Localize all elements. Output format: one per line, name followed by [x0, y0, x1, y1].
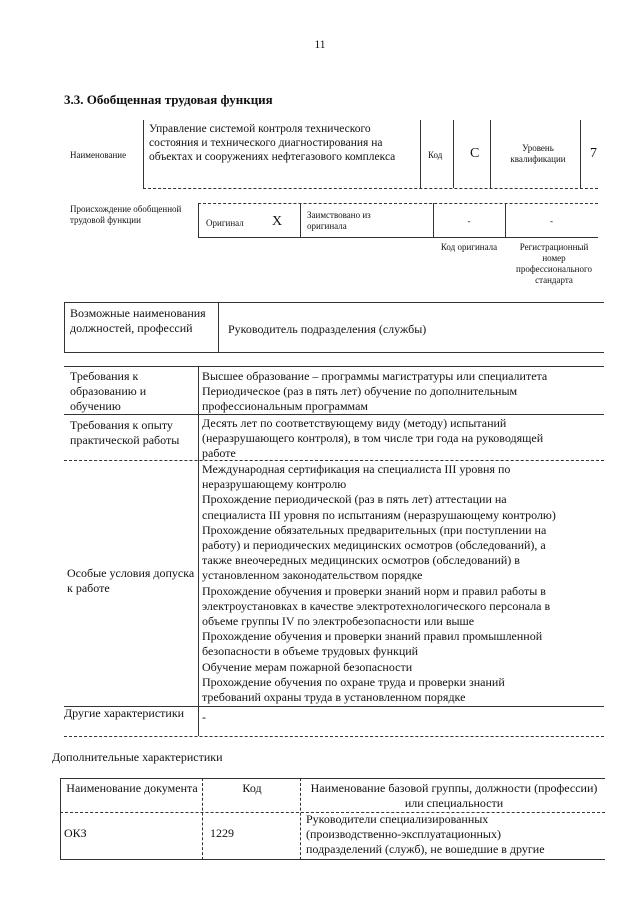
name-value: Управление системой контроля технического состояния и технического диагностирования на объектах и сооружениях нефтегазового комплекса: [149, 123, 396, 163]
row-code: 1229: [210, 826, 234, 840]
education-text: Высшее образование – программы магистратуры или специалитета Периодическое (раз в пять лет) обучение по дополнительным профессиональным программам: [202, 369, 548, 414]
col-name-header: Наименование базовой группы, должности (профессии) или специальности: [310, 781, 598, 811]
positions-label: Возможные наименования должностей, профессий: [70, 306, 206, 336]
education-label: Требования к образованию и обучению: [70, 369, 147, 414]
code-label: Код: [428, 150, 443, 160]
name-label: Наименование: [70, 150, 127, 160]
row-doc: ОКЗ: [64, 826, 87, 840]
reg-dash: -: [550, 216, 553, 226]
level-label: Уровень квалификации: [510, 143, 566, 164]
code-dash: -: [467, 216, 471, 226]
section-title: 3.3. Обобщенная трудовая функция: [64, 92, 273, 107]
other-label: Другие характеристики: [64, 706, 185, 720]
borrowed-label: Заимствовано из оригинала: [307, 210, 371, 231]
special-text: Международная сертификация на специалиста III уровня по неразрушающему контролю Прохождение периодической (раз в пять лет) аттестации на специалиста III уровня по испытаниям (неразрушающему контролю) Прохождение обязательных предварительных (при поступлении на работу) и периодических медицинских осмотров (обследований), а также внеочередных медицинских осмотров (обследований) в установленном законодательством порядке Прохождение обучения и проверки знаний норм и правил работы в электроустановках в качестве электротехнологического персонала в объеме группы IV по электробезопасности или выше Прохождение обучения и проверки знаний правил промышленной безопасности в объеме трудовых функций Обучение мерам пожарной безопасности Прохождение обучения по охране труда и проверки знаний требований охраны труда в установленном порядке: [202, 462, 556, 705]
col-code-header: Код: [242, 781, 262, 795]
experience-text: Десять лет по соответствующему виду (методу) испытаний (неразрушающего контроля), в том числе три года на руководящей работе: [202, 416, 544, 461]
additional-title: Дополнительные характеристики: [52, 750, 223, 764]
row-name: Руководители специализированных (производственно-эксплуатационных) подразделений (служб), не вошедшие в другие: [306, 812, 545, 857]
special-label: Особые условия допуска к работе: [67, 566, 195, 596]
reg-caption: Регистрационный номер профессионального стандарта: [516, 242, 592, 285]
other-value: -: [202, 710, 206, 724]
original-label: Оригинал: [206, 218, 244, 228]
code-caption: Код оригинала: [440, 242, 498, 252]
original-mark: X: [272, 214, 283, 229]
origin-label: Происхождение обобщенной трудовой функции: [70, 204, 182, 225]
level-value: 7: [590, 146, 597, 161]
positions-value: Руководитель подразделения (службы): [228, 322, 427, 336]
page-number: 11: [314, 39, 326, 51]
col-doc-header: Наименование документа: [66, 781, 198, 795]
experience-label: Требования к опыту практической работы: [70, 418, 180, 448]
code-value: C: [470, 146, 480, 161]
